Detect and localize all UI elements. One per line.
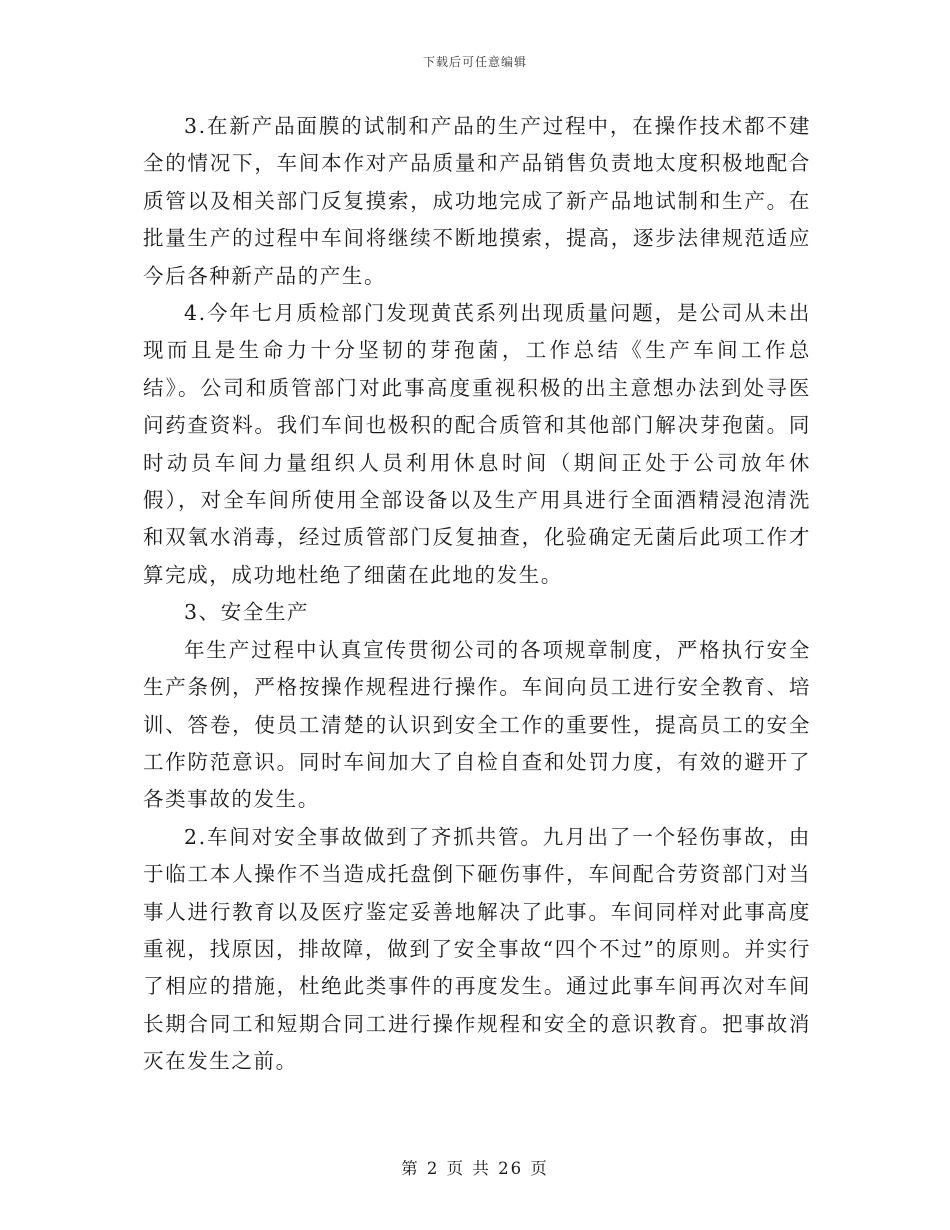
- paragraph-spore-bacteria-issue: 4.今年七月质检部门发现黄芪系列出现质量问题，是公司从未出现而且是生命力十分坚韧的芽孢菌，工作总结《生产车间工作总结》。公司和质管部门对此事高度重视积极的出主意想办法到处寻医问药查资料。我们车间也极积的配合质管和其他部门解决芽孢菌。同时动员车间力量组织人员利用休息时间（期间正处于公司放年休假），对全车间所使用全部设备以及生产用具进行全面酒精浸泡清洗和双氧水消毒，经过质管部门反复抽查，化验确定无菌后此项工作才算完成，成功地杜绝了细菌在此地的发生。: [143, 301, 811, 587]
- paragraph-new-product-trial: 3.在新产品面膜的试制和产品的生产过程中，在操作技术都不建全的情况下，车间本作对产品质量和产品销售负责地太度积极地配合质管以及相关部门反复摸索，成功地完成了新产品地试制和生产。在批量生产的过程中车间将继续不断地摸索，提高，逐步法律规范适应今后各种新产品的产生。: [143, 114, 811, 288]
- paragraph-safety-regulations: 年生产过程中认真宣传贯彻公司的各项规章制度，严格执行安全生产条例，严格按操作规程进行操作。车间向员工进行安全教育、培训、答卷，使员工清楚的认识到安全工作的重要性，提高员工的安全工作防范意识。同时车间加大了自检自查和处罚力度，有效的避开了各类事故的发生。: [143, 637, 811, 812]
- section-heading-safety-production: 3、安全生产: [184, 600, 310, 625]
- page-header-note: 下载后可任意编辑: [422, 55, 527, 69]
- paragraph-safety-accident-handling: 2.车间对安全事故做到了齐抓共管。九月出了一个轻伤事故，由于临工本人操作不当造成托盘倒下砸伤事件，车间配合劳资部门对当事人进行教育以及医疗鉴定妥善地解决了此事。车间同样对此事高度重视，找原因，排故障，做到了安全事故“四个不过”的原则。并实行了相应的措施，杜绝此类事件的再度发生。通过此事车间再次对车间长期合同工和短期合同工进行操作规程和安全的意识教育。把事故消灭在发生之前。: [143, 824, 811, 1074]
- page-number-footer: 第 2 页 共 26 页: [401, 1159, 549, 1178]
- document-body: [143, 108, 811, 1081]
